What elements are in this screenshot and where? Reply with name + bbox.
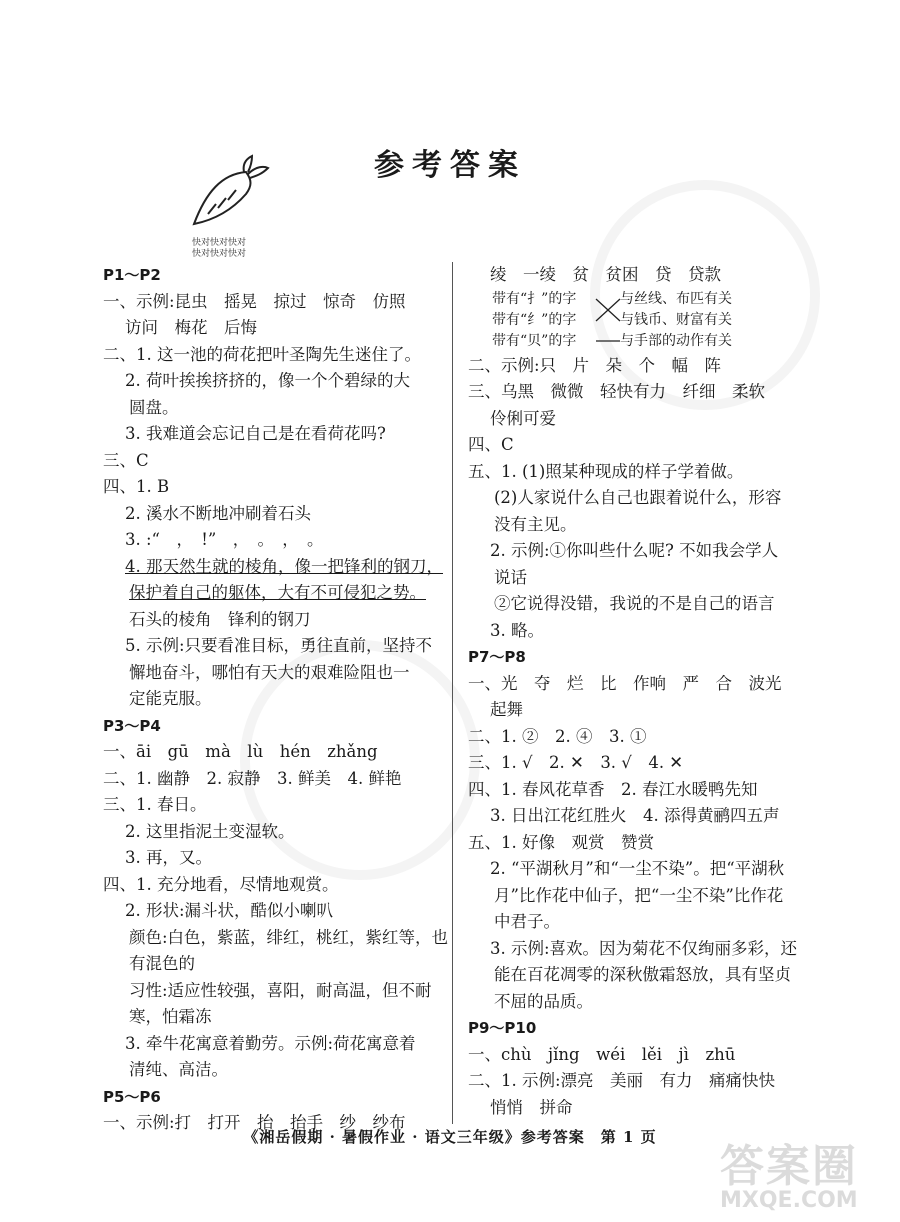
section-heading: P7～P8 [468, 648, 526, 666]
answer-line: 起舞 [490, 700, 523, 719]
column-divider [452, 262, 453, 1124]
answer-line: 二、示例:只 片 朵 个 幅 阵 [468, 355, 722, 375]
answer-line: 2. “平湖秋月”和“一尘不染”。把“平湖秋 [490, 859, 785, 878]
answer-line: 3. 示例:喜欢。因为菊花不仅绚丽多彩，还 [490, 938, 798, 958]
answer-line: 4. 那天然生就的棱角，像一把锋利的钢刀， [125, 556, 443, 576]
answer-line: 三、乌黑 微微 轻快有力 纤细 柔软 [468, 382, 765, 401]
answer-line: 能在百花凋零的深秋傲霜怒放，具有坚贞 [494, 965, 791, 984]
answer-line: 2. 示例:①你叫些什么呢? 不如我会学人 [490, 541, 779, 560]
match-left-item: 带有“纟”的字 [492, 311, 577, 328]
answer-column-right [468, 262, 808, 1121]
answer-line: 中君子。 [494, 912, 560, 931]
answer-line: 访问 梅花 后悔 [125, 318, 257, 337]
section-heading: P9～P10 [468, 1019, 537, 1037]
answer-line: 保护着自己的躯体，大有不可侵犯之势。 [129, 583, 426, 602]
answer-line: 二、1. 示例:漂亮 美丽 有力 痛痛快快 [468, 1071, 776, 1090]
answer-line: 2. 形状:漏斗状，酷似小喇叭 [125, 901, 334, 920]
answer-line: (2)人家说什么自己也跟着说什么，形容 [494, 488, 782, 507]
answer-line: 2. 这里指泥土变湿软。 [125, 821, 295, 841]
answer-line: 3. 再，又。 [125, 848, 212, 867]
answer-line: 有混色的 [129, 954, 195, 973]
logo-caption [192, 238, 262, 260]
answer-line: 五、1. (1)照某种现成的样子学着做。 [468, 461, 744, 481]
match-right-item: 与手部的动作有关 [620, 332, 732, 349]
match-left-item: 带有“贝”的字 [492, 332, 577, 349]
answer-line: 二、1. 这一池的荷花把叶圣陶先生迷住了。 [103, 344, 421, 364]
answer-line: 一、āi gū mà lù hén zhǎng [103, 742, 378, 761]
answer-line: 一、示例:昆虫 摇晃 掠过 惊奇 仿照 [103, 291, 406, 311]
answer-line: 定能克服。 [129, 689, 212, 708]
logo-caption-line: 快对快对快对 [192, 249, 247, 259]
answer-line: 一、光 夺 烂 比 作响 严 合 波光 [468, 673, 782, 693]
answer-line: 寒，怕霜冻 [129, 1007, 212, 1026]
answer-line: 2. 溪水不断地冲刷着石头 [125, 503, 311, 523]
section-heading: P1～P2 [103, 266, 161, 284]
matching-exercise [492, 289, 808, 353]
match-left-item: 带有“扌”的字 [492, 290, 577, 307]
answer-line: 四、C [468, 435, 514, 454]
answer-line: 2. 荷叶挨挨挤挤的，像一个个碧绿的大 [125, 371, 410, 390]
answer-line: 3. 略。 [490, 620, 544, 640]
answer-line: 清纯、高洁。 [129, 1060, 228, 1079]
answer-line: 不屈的品质。 [494, 991, 593, 1011]
answer-line: 二、1. ② 2. ④ 3. ① [468, 726, 647, 746]
answer-line: 三、C [103, 450, 149, 470]
answer-line: 三、1. √ 2. ✕ 3. √ 4. ✕ [468, 753, 684, 772]
answer-line: 说话 [494, 567, 527, 587]
corner-watermark-text: 答案圈 [720, 1141, 858, 1192]
answer-column-left [103, 262, 449, 1137]
answer-line: 3. 牵牛花寓意着勤劳。示例:荷花寓意着 [125, 1033, 416, 1053]
answer-line: 五、1. 好像 观赏 赞赏 [468, 832, 654, 852]
section-heading: P5～P6 [103, 1087, 161, 1106]
match-right-item: 与丝线、布匹有关 [620, 290, 732, 307]
answer-line: ②它说得没错，我说的不是自己的语言 [494, 594, 775, 613]
page-footer: 《湘岳假期 · 暑假作业 · 语文三年级》参考答案 第 1 页 [243, 1128, 657, 1146]
answer-line: 石头的棱角 锋利的钢刀 [129, 609, 311, 629]
answer-line: 3. 我难道会忘记自己是在看荷花吗? [125, 424, 386, 443]
matching-lines [594, 289, 622, 353]
answer-line: 懈地奋斗，哪怕有天大的艰难险阻也一 [129, 662, 410, 682]
answer-line: 四、1. B [103, 477, 170, 496]
answer-line: 颜色:白色，紫蓝，绯红，桃红，紫红等，也 [129, 927, 449, 947]
logo-caption-line: 快对快对快对 [192, 238, 247, 248]
corner-watermark-url: MXQE.COM [720, 1188, 858, 1213]
answer-line: 没有主见。 [494, 514, 577, 534]
match-right-item: 与钱币、财富有关 [620, 311, 732, 328]
answer-line: 悄悄 拼命 [490, 1097, 573, 1117]
answer-line: 四、1. 春风花草香 2. 春江水暖鸭先知 [468, 779, 758, 799]
answer-line: 二、1. 幽静 2. 寂静 3. 鲜美 4. 鲜艳 [103, 768, 402, 788]
section-heading: P3～P4 [103, 716, 161, 735]
answer-line: 四、1. 充分地看，尽情地观赏。 [103, 874, 339, 894]
page-title: 参考答案 [374, 148, 526, 183]
answer-line: 圆盘。 [129, 397, 179, 417]
corner-watermark [720, 1130, 890, 1213]
answer-line: 三、1. 春日。 [103, 795, 207, 814]
carrot-logo-icon [186, 152, 276, 232]
answer-line: 习性:适应性较强，喜阳，耐高温，但不耐 [129, 980, 432, 1000]
answer-line: 月”比作花中仙子，把“一尘不染”比作花 [494, 885, 784, 905]
answer-line: 5. 示例:只要看准目标，勇往直前，坚持不 [125, 636, 433, 655]
answer-line: 一、示例:打 打开 抬 抬手 纱 纱布 [103, 1113, 406, 1132]
answer-line: 3. :“ ， !” ， 。 ， 。 [125, 530, 324, 549]
answer-line: 一、chù jǐng wéi lěi jì zhū [468, 1044, 736, 1064]
answer-line: 绫 一绫 贫 贫困 贷 贷款 [490, 265, 721, 284]
answer-line: 伶俐可爱 [490, 408, 556, 428]
answer-line: 3. 日出江花红胜火 4. 添得黄鹂四五声 [490, 806, 780, 825]
